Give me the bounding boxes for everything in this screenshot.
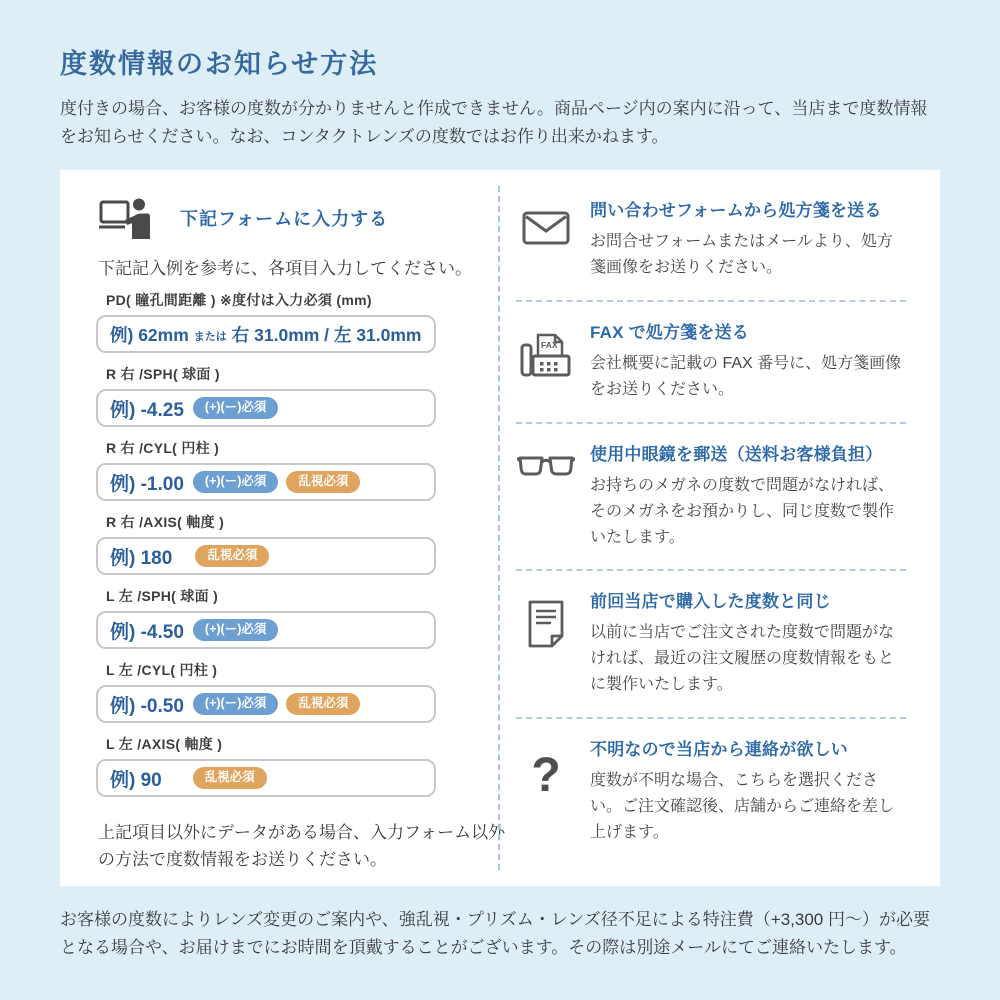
sign-required-badge: (+)(ー)必須	[193, 619, 278, 641]
example-value: 例) -1.00	[110, 473, 184, 495]
method-title: 問い合わせフォームから処方箋を送る	[590, 201, 882, 221]
field-example-r-cyl	[96, 463, 436, 501]
example-value: 例) 62mm	[110, 324, 189, 345]
example-value: 例) 90	[110, 769, 162, 791]
method-contact-me	[516, 717, 906, 865]
form-section-header	[96, 196, 498, 240]
footer-note: お客様の度数によりレンズ変更のご案内や、強乱視・プリズム・レンズ径不足による特注費（+3,300 円～）が必要となる場合や、お届けまでにお時間を頂戴することがございます。その際は別途メールにてご連絡いたします。	[60, 910, 930, 957]
method-text	[590, 735, 902, 846]
method-body: 以前に当店でご注文された度数で問題がなければ、最近の注文履歴の度数情報をもとに製作いたします。	[590, 624, 895, 694]
method-title: 前回当店で購入した度数と同じ	[590, 592, 831, 612]
astigmatism-required-badge: 乱視必須	[193, 767, 267, 789]
form-note: 上記項目以外にデータがある場合、入力フォーム以外の方法で度数情報をお送りください。	[98, 823, 506, 870]
method-title: 不明なので当店から連絡が欲しい	[590, 740, 848, 760]
sign-required-badge: (+)(ー)必須	[193, 693, 278, 715]
method-body: 会社概要に記載の FAX 番号に、処方箋画像をお送りください。	[590, 354, 902, 398]
field-label-r-cyl: R 右 /CYL( 円柱 )	[106, 440, 220, 457]
example-or-text: または	[193, 330, 227, 343]
contact-methods-section	[500, 170, 940, 886]
example-value: 例) -4.50	[110, 621, 184, 643]
method-body: 度数が不明な場合、こちらを選択ください。ご注文確認後、店舗からご連絡を差し上げます。	[590, 772, 895, 841]
form-instruction: 下記記入例を参考に、各項目入力してください。	[98, 259, 472, 279]
method-contact-form	[516, 180, 906, 300]
example-value: 例) -0.50	[110, 695, 184, 717]
method-mail-glasses	[516, 422, 906, 570]
field-label-l-axis: L 左 /AXIS( 軸度 )	[106, 736, 223, 753]
method-text	[590, 440, 902, 551]
document-icon	[516, 587, 576, 698]
page-title: 度数情報のお知らせ方法	[60, 49, 379, 79]
intro-text: 度付きの場合、お客様の度数が分かりませんと作成できません。商品ページ内の案内に沿って、当店まで度数情報をお知らせください。なお、コンタクトレンズの度数ではお作り出来かねます。	[60, 99, 928, 146]
example-value-extra: 右 31.0mm / 左 31.0mm	[231, 324, 422, 345]
astigmatism-required-badge: 乱視必須	[195, 545, 269, 567]
example-value: 例) 180	[110, 547, 173, 569]
method-text	[590, 587, 902, 698]
method-text	[590, 318, 902, 403]
field-label-l-cyl: L 左 /CYL( 円柱 )	[106, 662, 218, 679]
field-label-r-axis: R 右 /AXIS( 軸度 )	[106, 514, 225, 531]
method-previous-order	[516, 569, 906, 717]
content-panel	[60, 170, 940, 886]
method-text	[590, 196, 902, 281]
field-example-r-axis	[96, 537, 436, 575]
method-title: 使用中眼鏡を郵送（送料お客様負担）	[590, 444, 883, 464]
sign-required-badge: (+)(ー)必須	[193, 471, 278, 493]
field-example-l-axis	[96, 759, 436, 797]
field-label-l-sph: L 左 /SPH( 球面 )	[106, 588, 219, 605]
form-example-section	[60, 170, 506, 886]
astigmatism-required-badge: 乱視必須	[286, 693, 360, 715]
field-example-pd	[96, 315, 436, 353]
field-example-l-sph	[96, 611, 436, 649]
svg-text:FAX: FAX	[541, 339, 558, 350]
form-section-title: 下記フォームに入力する	[180, 209, 389, 230]
method-body: お持ちのメガネの度数で問題がなければ、そのメガネをお預かりし、同じ度数で製作いたします。	[590, 476, 895, 546]
method-fax	[516, 300, 906, 422]
envelope-icon	[516, 196, 576, 281]
fax-icon	[516, 318, 576, 403]
field-example-l-cyl	[96, 685, 436, 723]
field-example-r-sph	[96, 389, 436, 427]
field-label-r-sph: R 右 /SPH( 球面 )	[106, 366, 220, 383]
method-title: FAX で処方箋を送る	[590, 322, 749, 342]
method-body: お問合せフォームまたはメールより、処方箋画像をお送りください。	[590, 233, 893, 276]
glasses-icon	[516, 440, 576, 551]
question-icon: ?	[531, 749, 561, 803]
person-computer-icon	[98, 197, 154, 239]
field-label-pd: PD( 瞳孔間距離 ) ※度付は入力必須 (mm)	[106, 292, 372, 309]
astigmatism-required-badge: 乱視必須	[286, 471, 360, 493]
sign-required-badge: (+)(ー)必須	[193, 397, 278, 419]
example-value: 例) -4.25	[110, 399, 184, 421]
